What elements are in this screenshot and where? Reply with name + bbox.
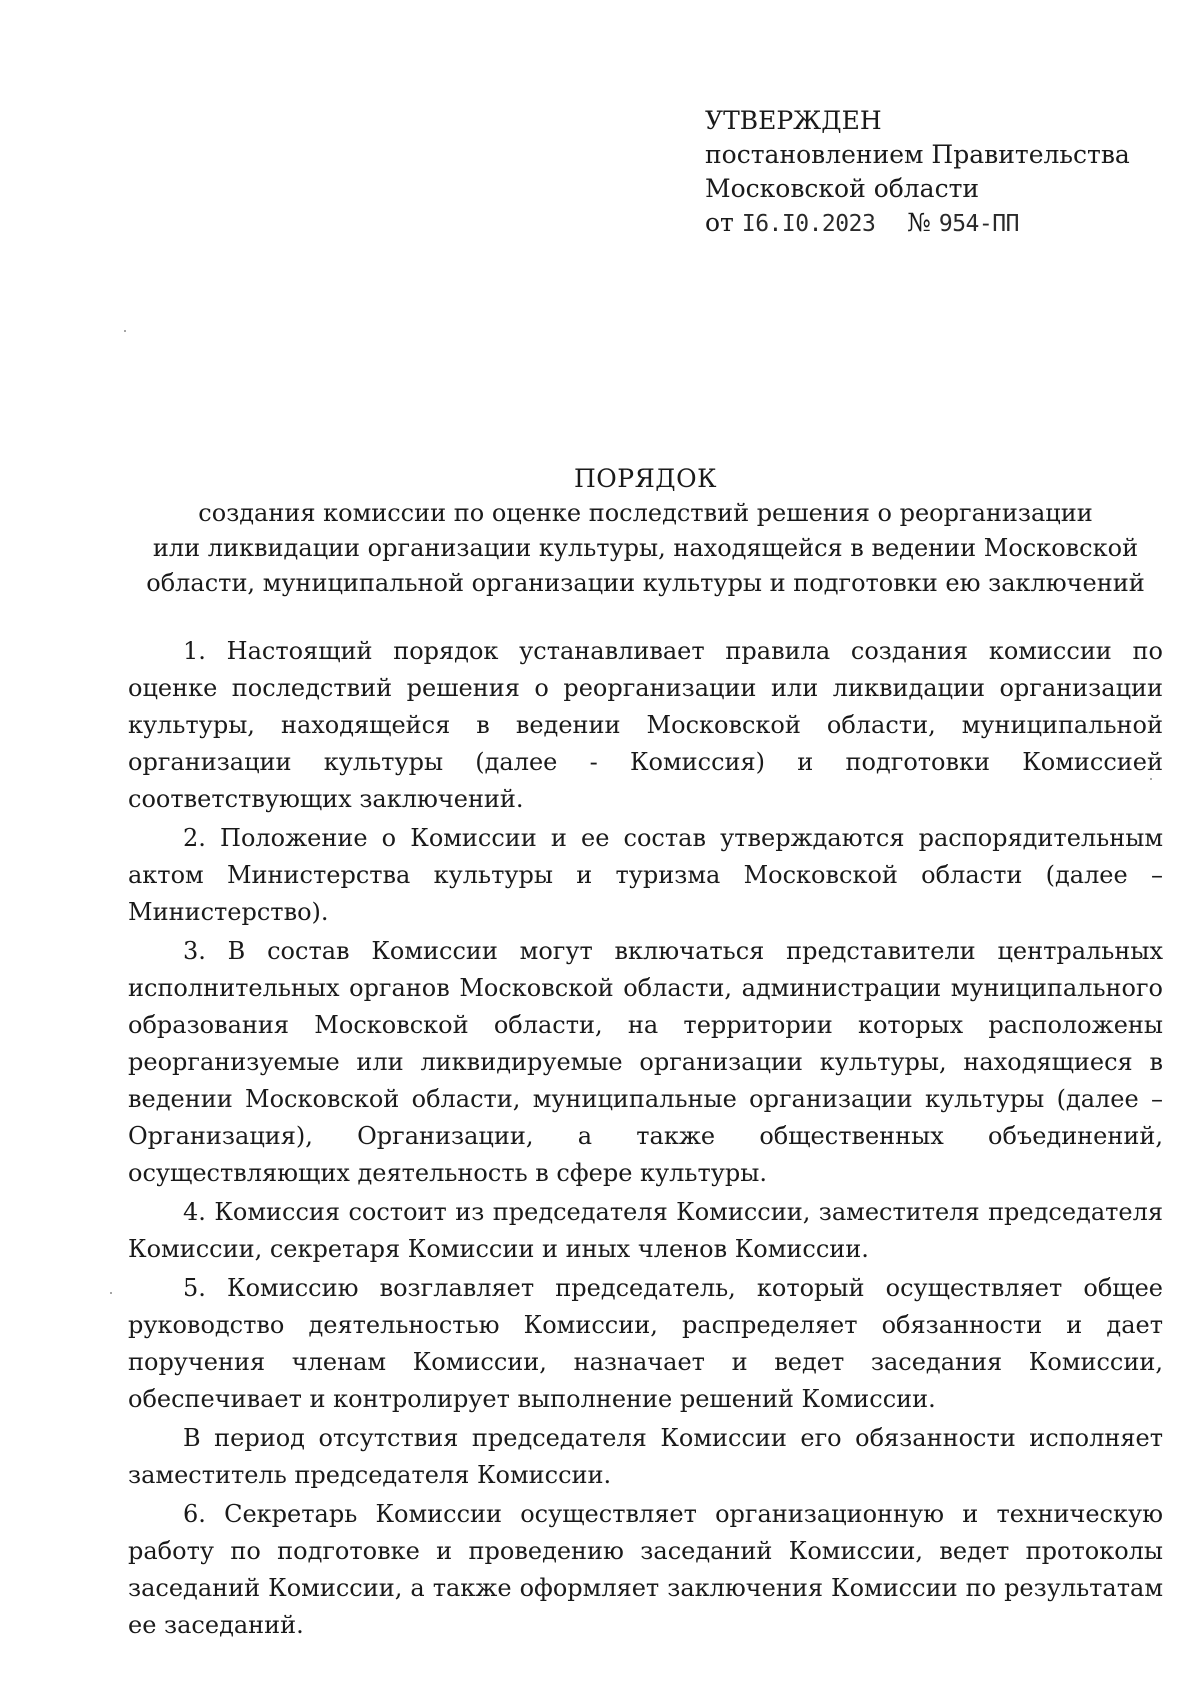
paragraph-2: 2. Положение о Комиссии и ее состав утверждаются распорядительным актом Министерства культуры и туризма Московской области (далее – Министерство).: [128, 824, 1163, 926]
document-subtitle: [128, 496, 1163, 601]
approval-stamp-block: [705, 104, 1145, 241]
approval-number: 954-ПП: [938, 211, 1019, 237]
approval-number-sign: №: [907, 208, 931, 237]
approval-line-resolution: постановлением Правительства: [705, 140, 1130, 169]
subtitle-line: или ликвидации организации культуры, находящейся в ведении Московской: [152, 534, 1139, 562]
approval-date-prefix: от: [705, 208, 734, 237]
subtitle-line: области, муниципальной организации культуры и подготовки ею заключений: [146, 569, 1145, 597]
approval-date-line: [705, 206, 1145, 241]
approval-line-region: Московской области: [705, 174, 980, 203]
scan-speck: [124, 330, 126, 332]
paragraph-4: 4. Комиссия состоит из председателя Комиссии, заместителя председателя Комиссии, секретаря Комиссии и иных членов Комиссии.: [128, 1198, 1163, 1263]
paragraph-3: 3. В состав Комиссии могут включаться представители центральных исполнительных органов Московской области, администрации муниципального образования Московской области, на территории которых расположены реорганизуемые или ликвидируемые организации культуры, находящиеся в ведении Московской области, муниципальные организации культуры (далее – Организация), Организации, а также общественных объединений, осуществляющих деятельность в сфере культуры.: [128, 937, 1163, 1187]
paragraph-1: 1. Настоящий порядок устанавливает правила создания комиссии по оценке последствий решения о реорганизации или ликвидации организации культуры, находящейся в ведении Московской области, муниципальной организации культуры (далее - Комиссия) и подготовки Комиссией соответствующих заключений.: [128, 637, 1163, 813]
paragraph-6: 6. Секретарь Комиссии осуществляет организационную и техническую работу по подготовке и проведению заседаний Комиссии, ведет протоколы заседаний Комиссии, а также оформляет заключения Комиссии по результатам ее заседаний.: [128, 1500, 1163, 1639]
document-body: [128, 633, 1163, 1646]
scan-speck: [1150, 778, 1152, 780]
document-heading: [128, 462, 1163, 601]
paragraph-5-continuation: В период отсутствия председателя Комиссии его обязанности исполняет заместитель председателя Комиссии.: [128, 1424, 1163, 1489]
approval-heading: УТВЕРЖДЕН: [705, 106, 882, 135]
document-title: ПОРЯДОК: [574, 464, 717, 493]
scan-speck: [110, 1292, 112, 1294]
paragraph-5: 5. Комиссию возглавляет председатель, который осуществляет общее руководство деятельностью Комиссии, распределяет обязанности и дает поручения членам Комиссии, назначает и ведет заседания Комиссии, обеспечивает и контролирует выполнение решений Комиссии.: [128, 1274, 1163, 1413]
subtitle-line: создания комиссии по оценке последствий решения о реорганизации: [198, 499, 1093, 527]
approval-date: I6.I0.2023: [741, 211, 876, 237]
